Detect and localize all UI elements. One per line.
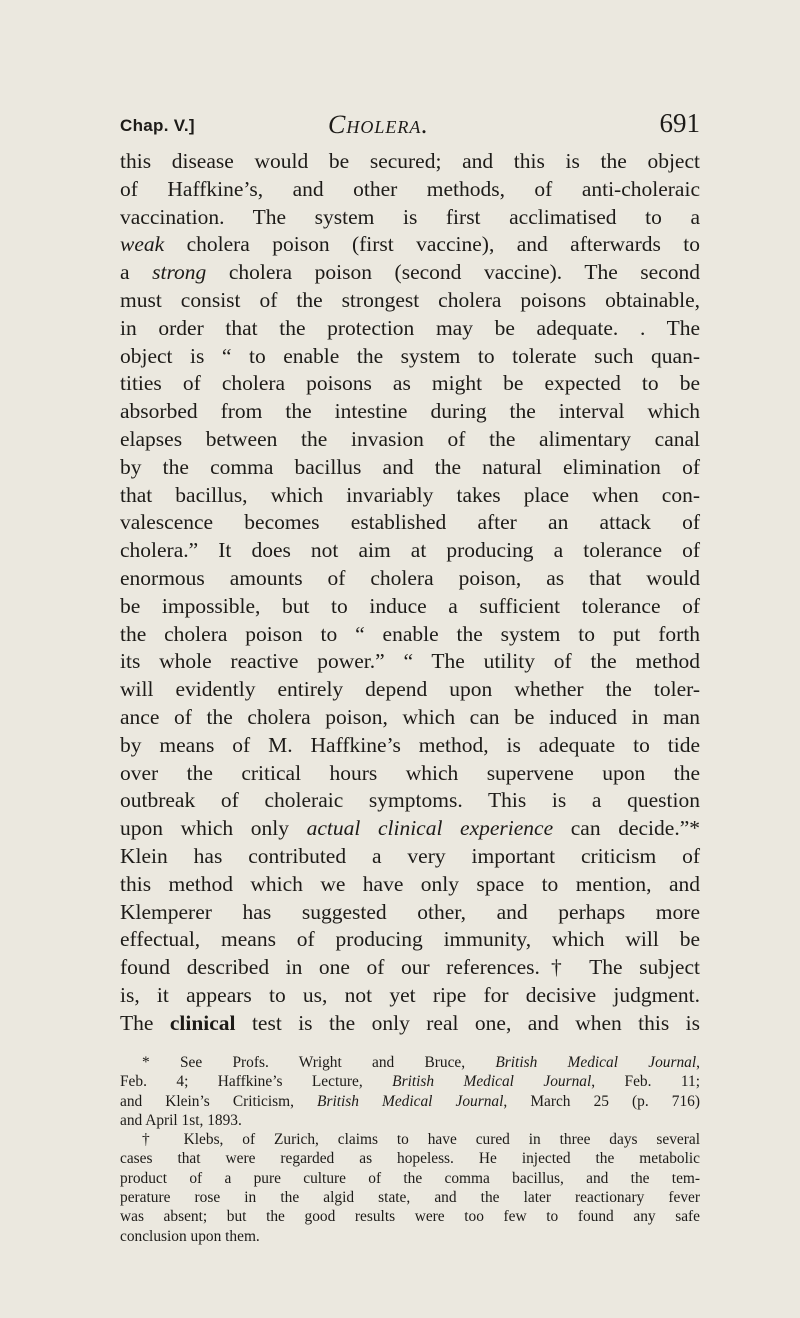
footnote-line: perature rose in the algid state, and the later reactionary fever [120, 1189, 700, 1207]
text-line: cholera.” It does not aim at producing a tolerance of [120, 538, 700, 563]
text-line: is, it appears to us, not yet ripe for decisive judgment. [120, 982, 700, 1007]
text-line: this disease would be secured; and this is the object [120, 149, 700, 173]
text-line: tities of cholera poisons as might be expected to be [120, 371, 700, 396]
text-line: upon which only actual clinical experience can decide.”* [120, 816, 700, 841]
footnote-line: conclusion upon them. [120, 1227, 260, 1245]
footnote-line: product of a pure culture of the comma bacillus, and the tem- [120, 1169, 700, 1187]
page-number: 691 [659, 108, 700, 138]
footnote-line: Feb. 4; Haffkine’s Lecture, British Medical Journal, Feb. 11; [120, 1073, 700, 1091]
text-line: this method which we have only space to mention, and [120, 871, 700, 896]
text-line: vaccination. The system is first acclimatised to a [120, 204, 700, 229]
footnote-line: † Klebs, of Zurich, claims to have cured in three days several [142, 1131, 700, 1149]
footnote-line: cases that were regarded as hopeless. He injected the metabolic [120, 1150, 700, 1168]
bold-emphasis: clinical [169, 1010, 236, 1035]
footnote-1 [120, 1053, 700, 1130]
text-line: its whole reactive power.” “ The utility of the method [120, 649, 700, 674]
footnote-line: and Klein’s Criticism, British Medical Journal, March 25 (p. 716) [120, 1092, 700, 1110]
text-line: enormous amounts of cholera poison, as that would [120, 565, 700, 590]
footnote-line: and April 1st, 1893. [120, 1111, 242, 1129]
text-line: by means of M. Haffkine’s method, is adequate to tide [120, 732, 700, 757]
text-line: over the critical hours which supervene upon the [120, 760, 700, 785]
text-line: valescence becomes established after an attack of [120, 510, 700, 535]
text-line: object is “ to enable the system to tolerate such quan- [120, 343, 700, 368]
text-line: a strong cholera poison (second vaccine). The second [120, 260, 700, 285]
footnote-line: was absent; but the good results were too few to found any safe [120, 1208, 700, 1226]
text-line: must consist of the strongest cholera poisons obtainable, [120, 287, 700, 312]
text-line: weak cholera poison (first vaccine), and afterwards to [120, 232, 700, 257]
footnote-line: * See Profs. Wright and Bruce, British Medical Journal, [142, 1054, 700, 1071]
emphasis: weak [120, 232, 165, 257]
text-line: absorbed from the intestine during the interval which [120, 399, 700, 424]
chapter-label: Chap. V.] [120, 116, 195, 135]
text-line: outbreak of choleraic symptoms. This is a question [120, 788, 700, 813]
running-header [120, 108, 700, 144]
text-line: that bacillus, which invariably takes place when con- [120, 482, 700, 507]
emphasis: strong [152, 260, 207, 285]
text-line: by the comma bacillus and the natural elimination of [120, 454, 700, 479]
emphasis: actual clinical experience [306, 816, 554, 841]
text-line: will evidently entirely depend upon whether the toler- [120, 677, 700, 702]
text-line: of Haffkine’s, and other methods, of anti-choleraic [120, 176, 700, 201]
text-line: effectual, means of producing immunity, which will be [120, 927, 700, 952]
main-paragraph [120, 148, 700, 1038]
text-line: The clinical test is the only real one, and when this is [120, 1010, 700, 1035]
text-line: be impossible, but to induce a sufficient tolerance of [120, 593, 700, 618]
text-line: the cholera poison to “ enable the system to put forth [120, 621, 700, 646]
footnotes [120, 1053, 700, 1246]
text-line: elapses between the invasion of the alimentary canal [120, 426, 700, 451]
text-line: ance of the cholera poison, which can be induced in man [120, 704, 700, 729]
text-line: Klemperer has suggested other, and perhaps more [120, 899, 700, 924]
text-line: found described in one of our references.† The subject [120, 955, 700, 980]
footnote-2 [120, 1130, 700, 1246]
running-title: Cholera. [328, 110, 429, 139]
text-line: Klein has contributed a very important criticism of [120, 843, 700, 868]
text-line: in order that the protection may be adequate. . The [120, 315, 700, 340]
